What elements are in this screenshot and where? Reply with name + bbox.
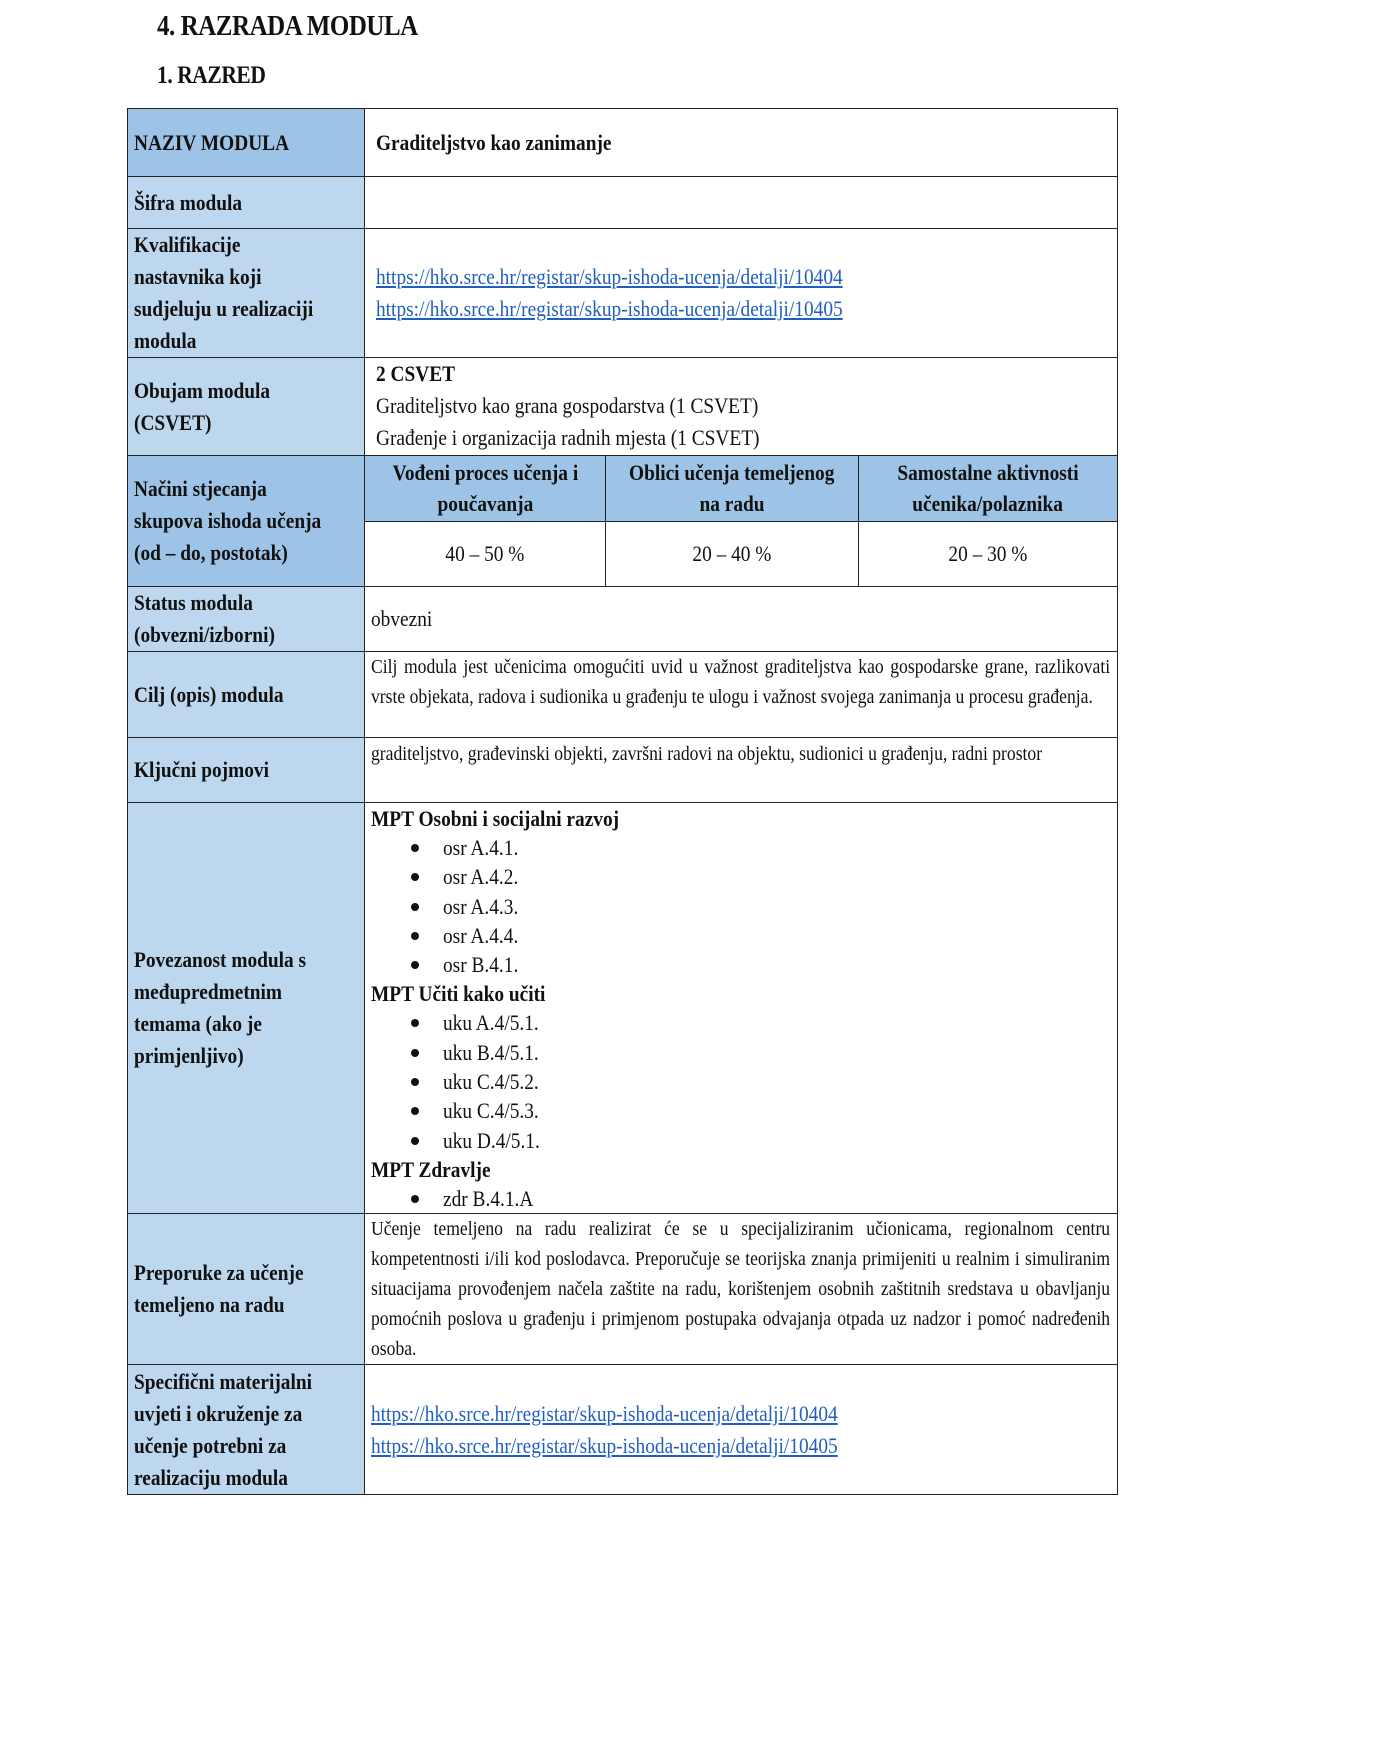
specificni-label-line: uvjeti i okruženje za — [134, 1400, 303, 1426]
row-naziv — [128, 109, 1118, 177]
header-line: Samostalne aktivnosti — [897, 460, 1079, 486]
status-value-cell — [365, 587, 1118, 652]
row-kljucni — [128, 738, 1118, 803]
naziv-label: NAZIV MODULA — [134, 129, 290, 155]
nacini-value-samostalne — [859, 521, 1118, 586]
mpt-list-osr — [371, 833, 1111, 979]
kvalifikacije-label-line: modula — [134, 328, 197, 353]
povezanost-label-line: primjenljivo) — [134, 1043, 244, 1069]
kvalifikacije-link-10404[interactable]: https://hko.srce.hr/registar/skup-ishoda-ucenja/detalji/10404 — [376, 264, 843, 289]
naziv-value-cell — [365, 109, 1118, 177]
header-line: na radu — [699, 491, 765, 517]
kljucni-value: graditeljstvo, građevinski objekti, završni radovi na objektu, sudionici u građenju, radni prostor — [371, 743, 1043, 765]
row-cilj — [128, 652, 1118, 738]
nacini-subtable — [365, 456, 1117, 586]
obujam-value-cell — [365, 358, 1118, 456]
obujam-label-cell — [128, 358, 365, 456]
row-obujam — [128, 358, 1118, 456]
obujam-label-line: (CSVET) — [134, 409, 212, 435]
nacini-label-line: skupova ishoda učenja — [134, 508, 322, 533]
header-line: učenika/polaznika — [912, 491, 1064, 517]
mpt-item: uku B.4/5.1. — [371, 1038, 1111, 1067]
povezanost-label-cell — [128, 803, 365, 1214]
nacini-label-cell — [128, 456, 365, 587]
header-line: Oblici učenja temeljenog — [629, 460, 835, 486]
sifra-label-cell — [128, 177, 365, 229]
nacini-header-row — [365, 456, 1117, 521]
nacini-value-oblici — [606, 521, 859, 586]
mpt-item: zdr B.4.1.A — [371, 1184, 1111, 1213]
header-line: Vođeni proces učenja i — [392, 460, 578, 486]
row-status — [128, 587, 1118, 652]
mpt-group-title: MPT Zdravlje — [371, 1156, 491, 1182]
mpt-item: osr A.4.4. — [371, 921, 1111, 950]
nacini-label-line: Načini stjecanja — [134, 476, 267, 501]
percent-value: 20 – 30 % — [948, 540, 1028, 566]
preporuke-value-cell — [365, 1214, 1118, 1365]
obujam-label-line: Obujam modula — [134, 377, 271, 403]
mpt-list-uku — [371, 1008, 1111, 1154]
kvalifikacije-label-cell — [128, 229, 365, 358]
row-sifra — [128, 177, 1118, 229]
kvalifikacije-link-10405[interactable]: https://hko.srce.hr/registar/skup-ishoda-ucenja/detalji/10405 — [376, 296, 843, 321]
subsection-title: 1. RAZRED — [157, 62, 266, 89]
row-nacini — [128, 456, 1118, 587]
nacini-header-vodeni — [365, 456, 606, 521]
specificni-value-cell — [365, 1365, 1118, 1495]
cilj-label: Cilj (opis) modula — [134, 681, 284, 707]
row-kvalifikacije — [128, 229, 1118, 358]
sifra-value-cell — [365, 177, 1118, 229]
cilj-value: Cilj modula jest učenicima omogućiti uvid u važnost graditeljstva kao gospodarske grane, razlikovati vrste objekata, radova i sudionika u građenju te ulogu i važnost svojega zanimanja u procesu građenja. — [371, 656, 1111, 708]
section-title: 4. RAZRADA MODULA — [157, 10, 418, 42]
povezanost-label-line: Povezanost modula s — [134, 947, 307, 973]
obujam-item: Graditeljstvo kao grana gospodarstva (1 CSVET) — [376, 393, 759, 418]
specificni-label-line: učenje potrebni za — [134, 1432, 287, 1458]
kvalifikacije-value-cell — [365, 229, 1118, 358]
percent-value: 20 – 40 % — [692, 540, 772, 566]
mpt-group-title: MPT Osobni i socijalni razvoj — [371, 806, 620, 831]
specificni-link-10405[interactable]: https://hko.srce.hr/registar/skup-ishoda-ucenja/detalji/10405 — [371, 1432, 838, 1458]
kljucni-label-cell — [128, 738, 365, 803]
header-line: poučavanja — [437, 491, 533, 517]
naziv-label-cell — [128, 109, 365, 177]
mpt-item: osr A.4.1. — [371, 833, 1111, 862]
row-preporuke — [128, 1214, 1118, 1365]
preporuke-label-cell — [128, 1214, 365, 1365]
mpt-item: uku C.4/5.2. — [371, 1067, 1111, 1096]
specificni-label-line: realizaciju modula — [134, 1464, 288, 1490]
module-table — [127, 108, 1118, 1495]
mpt-item: osr B.4.1. — [371, 950, 1111, 979]
povezanost-label-line: međupredmetnim — [134, 979, 283, 1005]
obujam-item: Građenje i organizacija radnih mjesta (1 CSVET) — [376, 425, 760, 450]
cilj-value-cell — [365, 652, 1118, 738]
preporuke-value: Učenje temeljeno na radu realizirat će se u specijaliziranim učionicama, regionalnom centru kompetentnosti i/ili kod poslodavca. Preporučuje se teorijska znanja primijeniti u realnim i simuliranim situacijama provođenjem načela zaštite na radu, korištenjem osobnih zaštitnih sredstava u obavljanju pomoćnih poslova u građenju i primjenom postupaka odvajanja otpada uz nadzor i pomoć nadređenih osoba. — [371, 1218, 1111, 1361]
specificni-label-cell — [128, 1365, 365, 1495]
sifra-label: Šifra modula — [134, 189, 243, 215]
row-specificni — [128, 1365, 1118, 1495]
nacini-value-cell — [365, 456, 1118, 587]
obujam-total: 2 CSVET — [376, 361, 456, 386]
kljucni-label: Ključni pojmovi — [134, 757, 269, 782]
kvalifikacije-label-line: nastavnika koji — [134, 264, 262, 289]
row-povezanost — [128, 803, 1118, 1214]
mpt-group-title: MPT Učiti kako učiti — [371, 981, 546, 1007]
mpt-item: osr A.4.3. — [371, 892, 1111, 921]
mpt-item: uku D.4/5.1. — [371, 1126, 1111, 1155]
mpt-list-zdr — [371, 1184, 1111, 1213]
status-label-line: Status modula — [134, 590, 253, 615]
kvalifikacije-label-line: Kvalifikacije — [134, 232, 241, 257]
cilj-label-cell — [128, 652, 365, 738]
povezanost-label-line: temama (ako je — [134, 1011, 262, 1037]
mpt-item: uku C.4/5.3. — [371, 1096, 1111, 1125]
preporuke-label-line: Preporuke za učenje — [134, 1260, 304, 1286]
specificni-label-line: Specifični materijalni — [134, 1368, 312, 1394]
preporuke-label-line: temeljeno na radu — [134, 1292, 285, 1318]
naziv-value: Graditeljstvo kao zanimanje — [376, 129, 612, 155]
mpt-item: uku A.4/5.1. — [371, 1008, 1111, 1037]
mpt-item: osr A.4.2. — [371, 862, 1111, 891]
kvalifikacije-label-line: sudjeluju u realizaciji — [134, 296, 314, 321]
nacini-header-samostalne — [859, 456, 1118, 521]
status-label-line: (obvezni/izborni) — [134, 622, 275, 647]
povezanost-value-cell — [365, 803, 1118, 1214]
kljucni-value-cell — [365, 738, 1118, 803]
nacini-values-row — [365, 521, 1117, 586]
nacini-label-line: (od – do, postotak) — [134, 540, 288, 565]
specificni-link-10404[interactable]: https://hko.srce.hr/registar/skup-ishoda-ucenja/detalji/10404 — [371, 1400, 838, 1426]
nacini-header-oblici — [606, 456, 859, 521]
status-value: obvezni — [371, 606, 433, 631]
percent-value: 40 – 50 % — [445, 540, 525, 566]
status-label-cell — [128, 587, 365, 652]
nacini-value-vodeni — [365, 521, 606, 586]
